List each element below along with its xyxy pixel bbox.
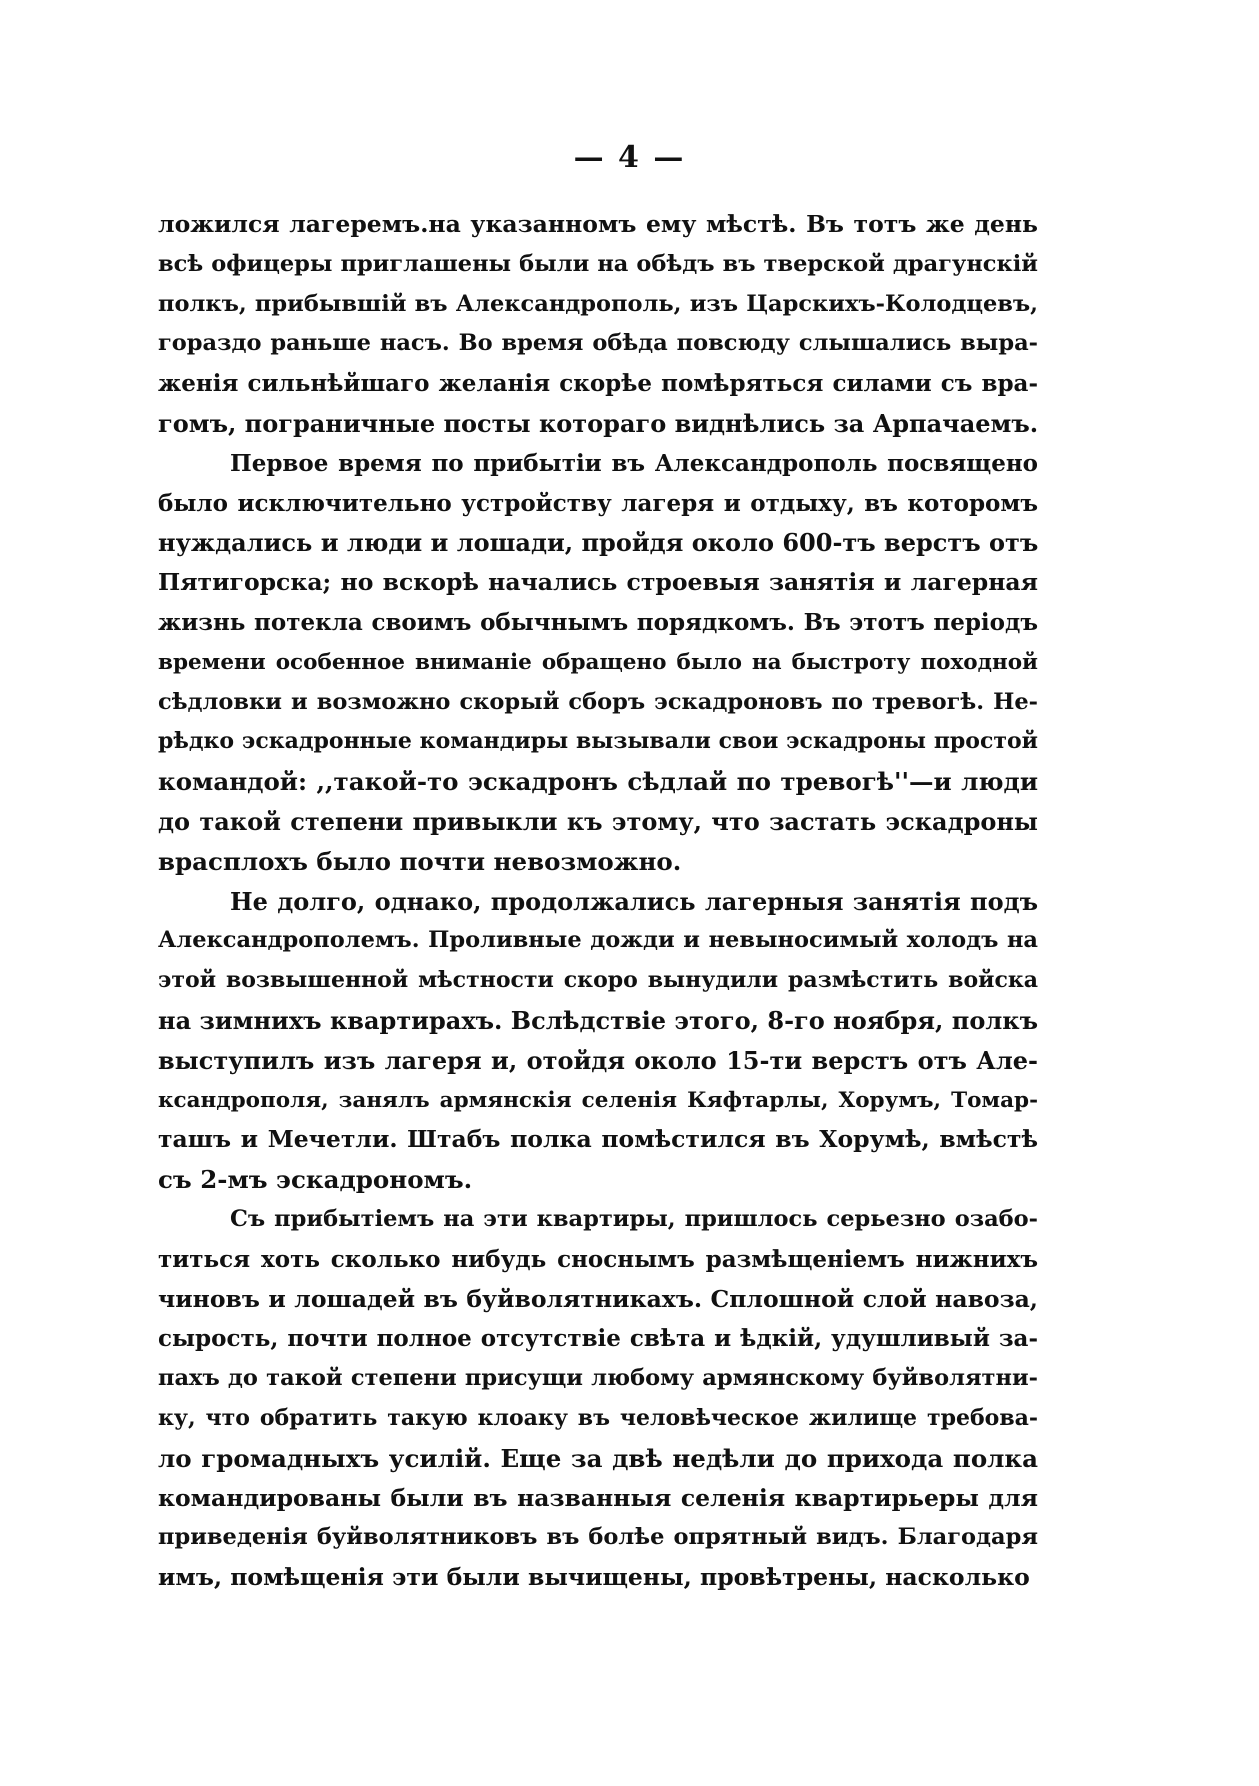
body-text [158, 205, 1038, 1598]
page-number: — 4 — [573, 140, 686, 175]
text-line: гораздо раньше насъ. Во время обѣда повсюду слышались выра- [158, 330, 1038, 357]
text-line: гомъ, пограничные посты котораго виднѣлись за Арпачаемъ. [158, 408, 1038, 438]
text-line: ташъ и Мечетли. Штабъ полка помѣстился въ Хорумѣ, вмѣстѣ [158, 1125, 1038, 1154]
text-line: нуждались и люди и лошади, пройдя около 600-тъ верстъ отъ [158, 528, 1038, 558]
text-line: титься хоть сколько нибудь сноснымъ размѣщеніемъ нижнихъ [158, 1245, 1038, 1273]
text-line: ку, что обратить такую клоаку въ человѣческое жилище требова- [158, 1404, 1038, 1431]
text-line: командированы были въ названныя селенія квартирьеры для [158, 1483, 1038, 1512]
text-line: всѣ офицеры приглашены были на обѣдъ въ тверской драгунскій [158, 250, 1038, 277]
text-line: имъ, помѣщенія эти были вычищены, провѣтрены, насколько [158, 1563, 1030, 1592]
paragraph [158, 1200, 1038, 1598]
text-line: женія сильнѣйшаго желанія скорѣе помѣряться силами съ вра- [158, 370, 1038, 398]
text-line: съ 2-мъ эскадрономъ. [158, 1165, 473, 1195]
paragraph [158, 444, 1038, 882]
text-line: жизнь потекла своимъ обычнымъ порядкомъ. Въ этотъ періодъ [158, 608, 1038, 636]
paragraph [158, 205, 1038, 444]
text-line: ксандрополя, занялъ армянскія селенія Кяфтарлы, Хорумъ, Томар- [158, 1087, 1038, 1113]
text-line: до такой степени привыкли къ этому, что застать эскадроны [158, 806, 1038, 836]
paragraph [158, 882, 1038, 1200]
text-line: Не долго, однако, продолжались лагерныя занятія подъ [230, 886, 1038, 916]
text-line: командой: ,,такой-то эскадронъ сѣдлай по тревогѣ''—и люди [158, 767, 1038, 797]
text-line: пахъ до такой степени присущи любому армянскому буйволятни- [158, 1365, 1038, 1392]
text-line: сырость, почти полное отсутствіе свѣта и ѣдкій, удушливый за- [158, 1325, 1038, 1353]
text-line: ло громадныхъ усилій. Еще за двѣ недѣли до прихода полка [158, 1443, 1038, 1473]
text-line: рѣдко эскадронные командиры вызывали свои эскадроны простой [158, 728, 1038, 755]
text-line: Первое время по прибытіи въ Александрополь посвящено [230, 449, 1038, 477]
text-line: этой возвышенной мѣстности скоро вынудили размѣстить войска [158, 967, 1038, 994]
text-line: сѣдловки и возможно скорый сборъ эскадроновъ по тревогѣ. Не- [158, 688, 1038, 715]
text-line: ложился лагеремъ.на указанномъ ему мѣстѣ. Въ тотъ же день [158, 210, 1038, 238]
text-line: Съ прибытіемъ на эти квартиры, пришлось серьезно озабо- [230, 1205, 1038, 1232]
text-line: Александрополемъ. Проливные дожди и невыносимый холодъ на [158, 927, 1038, 954]
text-line: было исключительно устройству лагеря и отдыху, въ которомъ [158, 489, 1038, 517]
text-line: на зимнихъ квартирахъ. Вслѣдствіе этого, 8-го ноября, полкъ [158, 1005, 1038, 1035]
text-line: Пятигорска; но вскорѣ начались строевыя занятія и лагерная [158, 568, 1038, 597]
text-line: полкъ, прибывшій въ Александрополь, изъ Царскихъ-Колодцевъ, [158, 290, 1038, 317]
text-line: времени особенное вниманіе обращено было на быстроту походной [158, 649, 1038, 675]
text-line: выступилъ изъ лагеря и, отойдя около 15-ти верстъ отъ Але- [158, 1045, 1038, 1075]
text-line: чиновъ и лошадей въ буйволятникахъ. Сплошной слой навоза, [158, 1284, 1038, 1313]
text-line: приведенія буйволятниковъ въ болѣе опрятный видъ. Благодаря [158, 1524, 1038, 1551]
text-line: врасплохъ было почти невозможно. [158, 846, 682, 876]
